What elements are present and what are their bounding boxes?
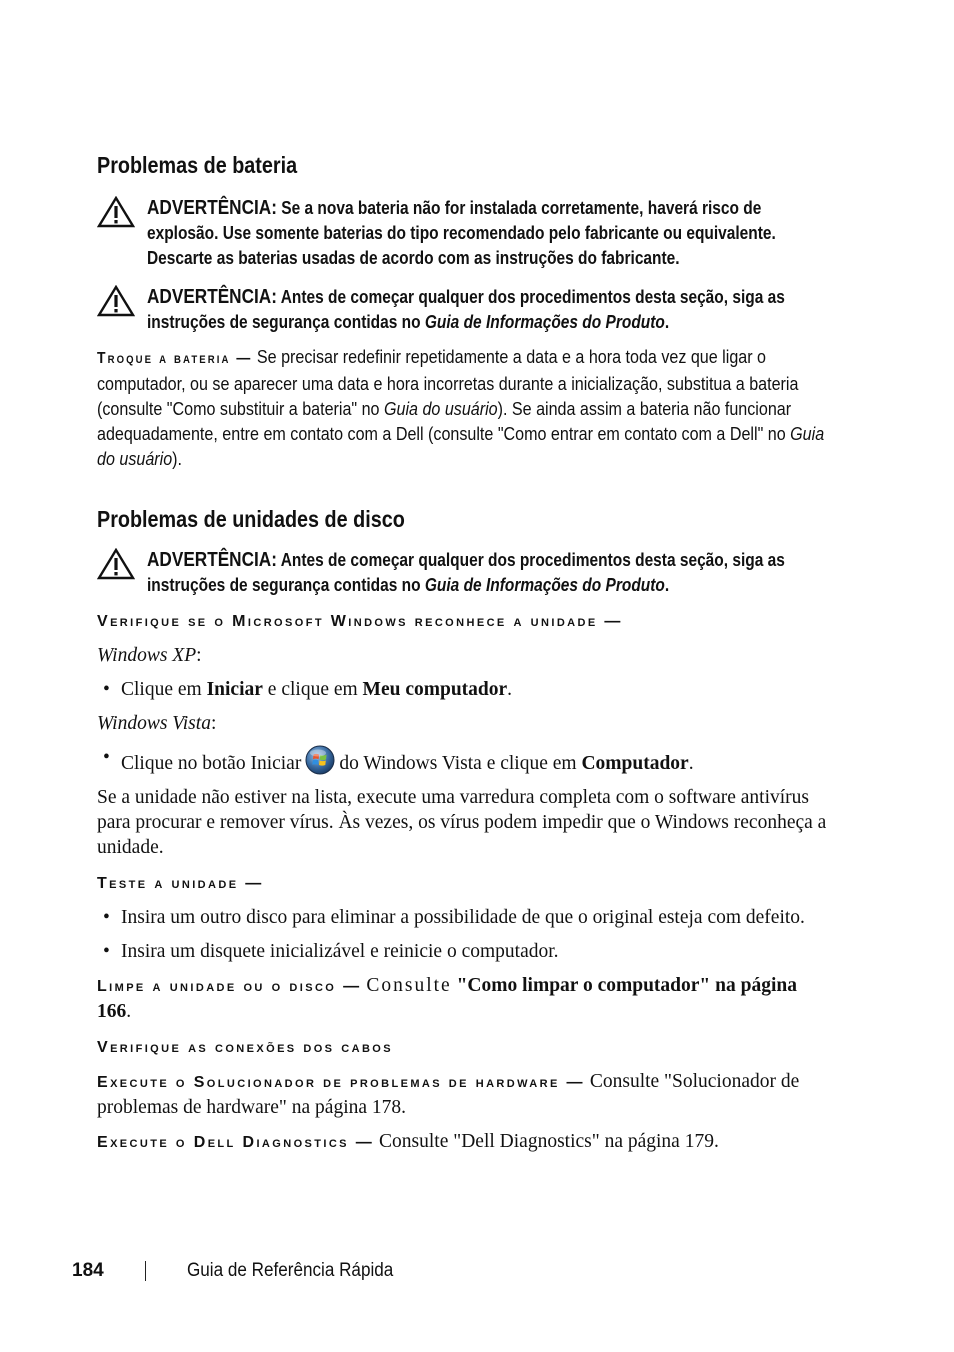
list-item: • Insira um outro disco para eliminar a possibilidade de que o original esteja com defeito.: [97, 905, 827, 930]
clean-drive-paragraph: Limpe a unidade ou o disco — Consulte "Como limpar o computador" na página 166.: [97, 975, 797, 1022]
warning-text: Antes de começar qualquer dos procedimentos desta seção, siga as instruções de segurança contidas no: [147, 287, 785, 332]
battery-heading: Problemas de bateria: [97, 152, 298, 178]
page-number: 184: [72, 1260, 104, 1281]
replace-battery-paragraph: Troque a bateria — Se precisar redefinir repetidamente a data e a hora toda vez que ligar o computador, ou se aparecer uma data e hora incorretas durante a inicialização, substitua a bateria (consulte "Como substituir a bateria" no Guia do usuário). Se ainda assim a bateria não funcionar adequadamente, entre em contato com a Dell (consulte "Como entrar em contato com a Dell" no Guia do usuário).: [97, 346, 825, 469]
test-drive-label-line: [97, 869, 827, 896]
clean-computer-reference: "Como limpar o computador" na página 166: [97, 975, 797, 1022]
dell-diagnostics-paragraph: Execute o Dell Diagnostics — Consulte "Dell Diagnostics" na página 179.: [97, 1131, 719, 1152]
warning-reference: Guia de Informações do Produto: [424, 575, 665, 595]
warning-reference: Guia de Informações do Produto: [424, 312, 665, 332]
dell-diagnostics-label: Execute o Dell Diagnostics —: [97, 1134, 375, 1151]
windows-xp-label: Windows XP: [97, 645, 197, 666]
battery-warning-1: [97, 196, 827, 271]
windows-vista-label-line: Windows Vista:: [97, 713, 217, 734]
my-computer-label: Meu computador: [362, 679, 508, 700]
user-guide-reference: Guia do usuário: [383, 398, 498, 419]
warning-text: Antes de começar qualquer dos procedimentos desta seção, siga as instruções de segurança contidas no: [147, 550, 785, 595]
footer-divider: [145, 1261, 146, 1281]
warning-label: ADVERTÊNCIA:: [147, 549, 277, 571]
hardware-troubleshooter-label: Execute o Solucionador de problemas de hardware —: [97, 1074, 585, 1091]
test-drive-label: Teste a unidade —: [97, 875, 264, 892]
warning-icon: [97, 285, 135, 317]
list-item: • Clique no botão Iniciar do Windows Vista e clique em Computador.: [97, 745, 827, 776]
verify-windows-label: Verifique se o Microsoft Windows reconhece a unidade —: [97, 613, 623, 630]
warning-label: ADVERTÊNCIA:: [147, 286, 277, 308]
battery-warning-2: ADVERTÊNCIA: Antes de começar qualquer dos procedimentos desta seção, siga as instruções de segurança contidas no Guia de Informações do Produto.: [97, 285, 827, 335]
check-cables-label: Verifique as conexões dos cabos: [97, 1039, 393, 1056]
page-content: [97, 150, 827, 1155]
warning-icon: [97, 548, 135, 580]
disk-heading: Problemas de unidades de disco: [97, 506, 405, 532]
replace-battery-label: Troque a bateria —: [97, 350, 253, 367]
hardware-troubleshooter-paragraph: Execute o Solucionador de problemas de hardware — Consulte "Solucionador de problemas de hardware" na página 178.: [97, 1071, 800, 1118]
footer-title: Guia de Referência Rápida: [187, 1260, 394, 1281]
computer-label: Computador: [581, 753, 689, 774]
windows-start-orb-icon: [305, 745, 335, 775]
warning-text: Se a nova bateria não for instalada corretamente, haverá risco de explosão. Use somente baterias do tipo recomendado pelo fabricante ou equivalente. Descarte as baterias usadas de acordo com as instruções do fabricante.: [147, 198, 776, 268]
list-item: • Insira um disquete inicializável e reinicie o computador.: [97, 939, 827, 964]
list-item: • Clique em Iniciar e clique em Meu computador.: [97, 677, 827, 702]
windows-vista-label: Windows Vista: [97, 713, 211, 734]
start-menu-label: Iniciar: [206, 679, 263, 700]
clean-drive-label: Limpe a unidade ou o disco —: [97, 978, 362, 995]
user-guide-reference: Guia do usuário: [97, 423, 825, 469]
disk-warning: ADVERTÊNCIA: Antes de começar qualquer dos procedimentos desta seção, siga as instruções de segurança contidas no Guia de Informações do Produto.: [97, 548, 827, 598]
verify-windows-label-line: [97, 607, 827, 634]
windows-xp-label-line: Windows XP:: [97, 645, 202, 666]
warning-label: ADVERTÊNCIA:: [147, 197, 277, 219]
check-cables-label-line: [97, 1033, 827, 1060]
warning-icon: [97, 196, 135, 228]
not-listed-paragraph: Se a unidade não estiver na lista, execute uma varredura completa com o software antivírus para procurar e remover vírus. Às vezes, os vírus podem impedir que o Windows reconheça a unidade.: [97, 787, 827, 858]
